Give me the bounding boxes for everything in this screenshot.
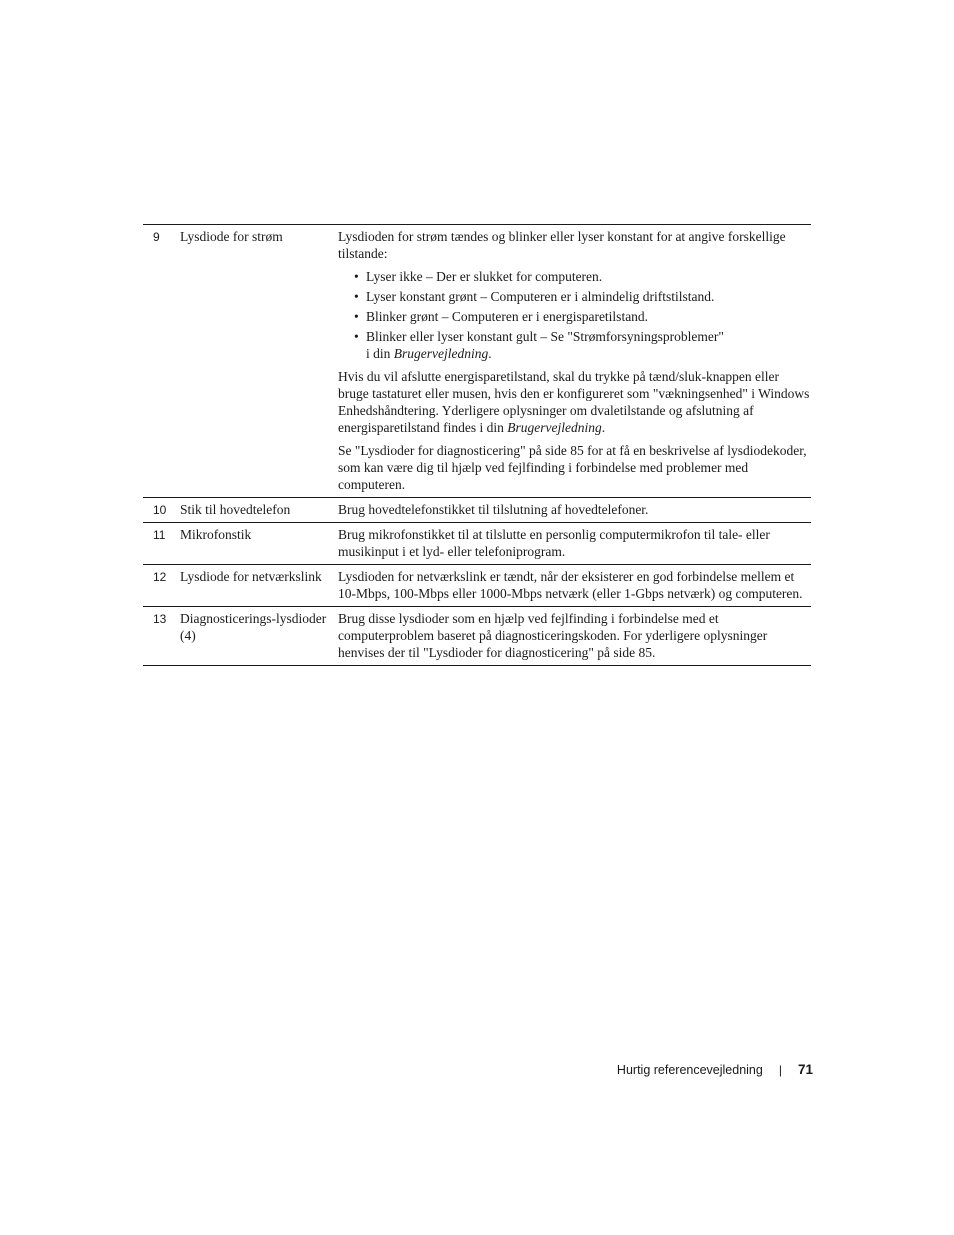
table-row xyxy=(143,225,811,497)
footer-separator: | xyxy=(778,1062,782,1077)
item-name: Lysdiode for strøm xyxy=(180,229,283,244)
item-name: Mikrofonstik xyxy=(180,527,252,542)
item-description: Brug disse lysdioder som en hjælp ved fejlfinding i forbindelse med et computerproblem baseret på diagnosticeringskoden. For yderligere oplysninger henvises der til "Lysdioder for diagnosticering" på side 85. xyxy=(338,611,768,660)
list-item: • Lyser ikke – Der er slukket for computeren. xyxy=(354,268,811,285)
list-item-text: Blinker eller lyser konstant gult – Se "Strømforsyningsproblemer" xyxy=(366,329,724,344)
item-description: Brug hovedtelefonstikket til tilslutning af hovedtelefoner. xyxy=(338,502,649,517)
paragraph-text: Hvis du vil afslutte energisparetilstand, skal du trykke på tænd/sluk-knappen eller bruge tastaturet eller musen, hvis den er konfigureret som "vækningsenhed" i Windows Enhedshåndtering. Yderligere oplysninger om dvaletilstande og afslutning af energisparetilstand findes i din xyxy=(338,369,810,435)
reference-table xyxy=(143,224,811,666)
item-description: Lysdioden for netværkslink er tændt, når der eksisterer en god forbindelse mellem et 10-Mbps, 100-Mbps eller 1000-Mbps netværk (eller 1-Gbps netværk) og computeren. xyxy=(338,569,803,601)
item-description: Brug mikrofonstikket til at tilslutte en personlig computermikrofon til tale- eller musikinput i et lyd- eller telefoniprogram. xyxy=(338,527,770,559)
page-footer xyxy=(617,1062,813,1077)
item-number: 11 xyxy=(153,528,166,542)
footer-title: Hurtig referencevejledning xyxy=(616,1062,763,1077)
paragraph-suffix: . xyxy=(601,420,606,435)
item-number: 9 xyxy=(153,230,160,244)
table-row xyxy=(143,606,811,665)
list-item-ref-prefix: i din xyxy=(366,346,394,361)
table-row xyxy=(143,564,811,606)
list-item xyxy=(354,328,811,362)
item-name: Stik til hovedtelefon xyxy=(180,502,291,517)
item-number: 13 xyxy=(153,612,167,626)
page-number: 71 xyxy=(797,1062,813,1077)
item-name: Lysdiode for netværkslink xyxy=(180,569,322,584)
item-number: 10 xyxy=(153,503,167,517)
list-item: • Lyser konstant grønt – Computeren er i almindelig driftstilstand. xyxy=(354,288,811,305)
list-item-ref-suffix: . xyxy=(488,346,492,361)
manual-reference: Brugervejledning xyxy=(393,346,489,361)
table-row xyxy=(143,497,811,522)
list-item: • Blinker grønt – Computeren er i energisparetilstand. xyxy=(354,308,811,325)
status-list xyxy=(338,268,811,362)
description-paragraph: Se "Lysdioder for diagnosticering" på side 85 for at få en beskrivelse af lysdiodekoder, som kan være dig til hjælp ved fejlfinding i forbindelse med problemer med computeren. xyxy=(338,443,807,492)
description-paragraph xyxy=(338,368,811,436)
table-row xyxy=(143,522,811,564)
manual-reference: Brugervejledning xyxy=(507,420,602,435)
item-name: Diagnosticerings-lysdioder (4) xyxy=(180,611,327,643)
description-intro: Lysdioden for strøm tændes og blinker eller lyser konstant for at angive forskellige tilstande: xyxy=(338,229,786,261)
item-description xyxy=(338,225,811,497)
item-number: 12 xyxy=(153,570,167,584)
